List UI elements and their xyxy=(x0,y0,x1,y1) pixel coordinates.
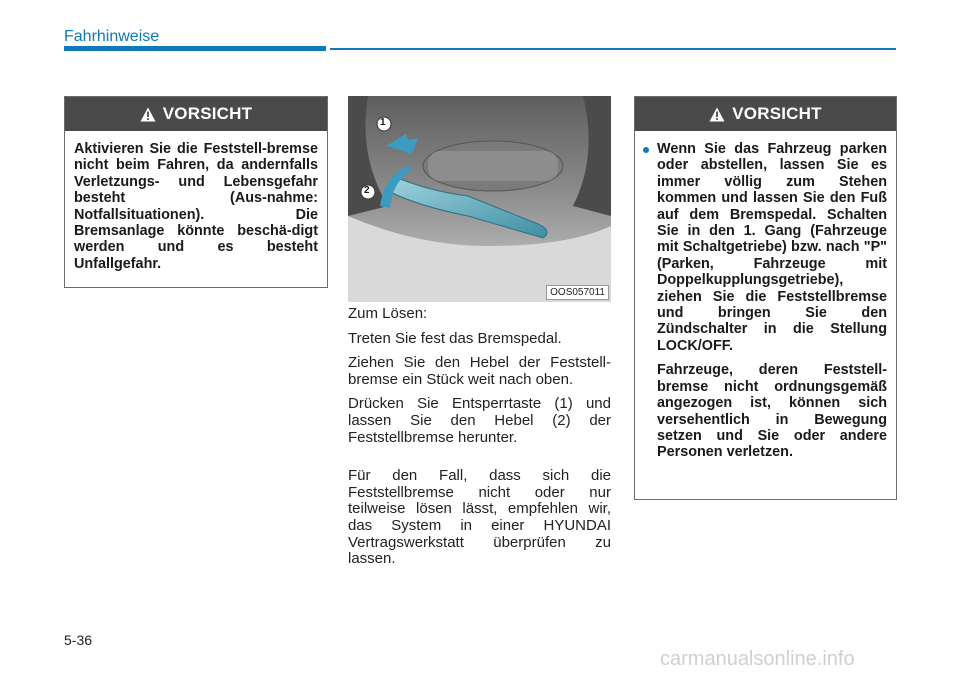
warning-triangle-icon xyxy=(709,107,725,122)
body-paragraph: Zum Lösen: xyxy=(348,305,428,322)
bullet-icon xyxy=(643,147,649,153)
page-number: 5-36 xyxy=(64,632,93,648)
caution-header xyxy=(635,97,896,131)
body-paragraph: Treten Sie fest das Bremspedal. xyxy=(348,329,562,347)
header-rule-thin xyxy=(330,48,896,50)
caution-text: Aktivieren Sie die Feststell-bremse nicht beim Fahren, da andernfalls Verletzungs- und Lebensgefahr besteht (Aus-nahme: Notfallsituationen). Die Bremsanlage könnte beschä-digt werden und es besteht Unfallgefahr. xyxy=(74,141,318,272)
body-paragraph: Für den Fall, dass sich die Feststellbremse nicht oder nur teilweise lösen lässt, empfehlen wir, das System in einer HYUNDAI Vertragswerkstatt überprüfen zu lassen. xyxy=(348,467,611,568)
caution-paragraph: Fahrzeuge, deren Feststell-bremse nicht ordnungsgemäß angezogen ist, können sich versehentlich in Bewegung setzen und Sie oder andere Personen verletzen. xyxy=(657,362,887,461)
caution-title: VORSICHT xyxy=(732,104,822,123)
parking-brake-figure xyxy=(348,96,611,302)
figure-code: OOS057011 xyxy=(546,285,609,300)
body-paragraph: Drücken Sie Entsperrtaste (1) und lassen Sie den Hebel (2) der Feststellbremse herunter. xyxy=(348,395,611,446)
caution-header xyxy=(65,97,327,131)
section-title: Fahrhinweise xyxy=(64,28,160,45)
caution-title: VORSICHT xyxy=(162,104,253,123)
callout-1: 1 xyxy=(380,117,386,128)
caution-bullet-text: Wenn Sie das Fahrzeug parken oder abstellen, lassen Sie es immer völlig zum Stehen kommen und lassen Sie den Fuß auf dem Bremspedal. Schalten Sie in den 1. Gang (Fahrzeuge mit Schaltgetriebe) bzw. nach "P" (Parken, Fahrzeuge mit Doppelkupplungsgetriebe), ziehen Sie die Feststellbremse und bringen Sie den Zündschalter in die Stellung LOCK/OFF. xyxy=(657,141,887,354)
caution-box-right xyxy=(634,96,897,500)
caution-box-left xyxy=(64,96,328,288)
parking-brake-illustration xyxy=(348,96,611,302)
watermark: carmanualsonline.info xyxy=(660,648,855,670)
warning-triangle-icon xyxy=(140,107,156,122)
caution-content xyxy=(635,131,896,471)
header-rule-thick xyxy=(64,46,326,51)
body-paragraph: Ziehen Sie den Hebel der Feststell-bremse ein Stück weit nach oben. xyxy=(348,354,611,388)
body-text xyxy=(348,306,611,576)
caution-bullet xyxy=(657,141,887,354)
callout-2: 2 xyxy=(364,185,370,196)
